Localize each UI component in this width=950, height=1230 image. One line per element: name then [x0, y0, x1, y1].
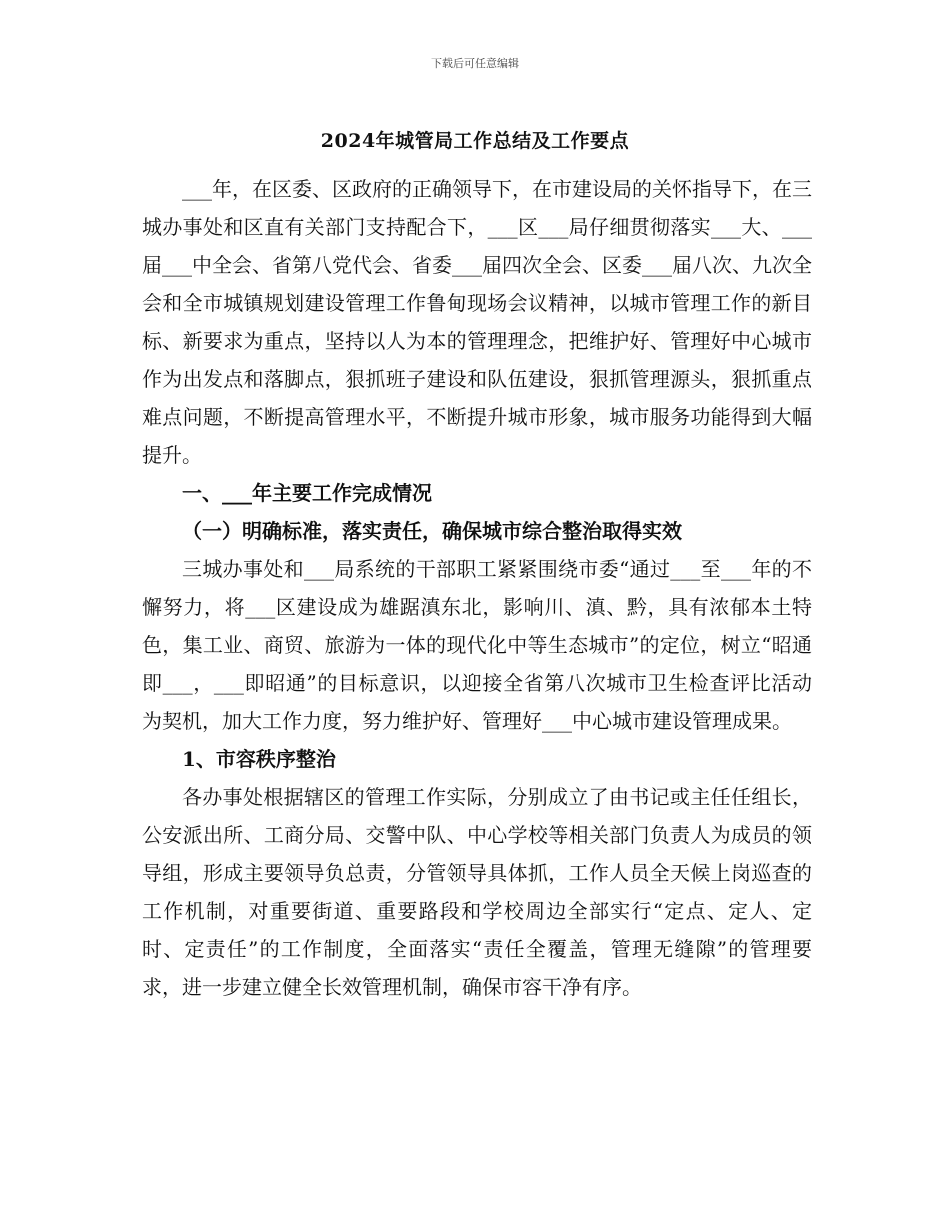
paragraph-intro: ___年，在区委、区政府的正确领导下，在市建设局的关怀指导下，在三城办事处和区直有关部门支持配合下，___区___局仔细贯彻落实___大、___届___中全会、省第八党代会、省委___届四次全会、区委___届八次、九次全会和全市城镇规划建设管理工作鲁甸现场会议精神，以城市管理工作的新目标、新要求为重点，坚持以人为本的管理理念，把维护好、管理好中心城市作为出发点和落脚点，狠抓班子建设和队伍建设，狠抓管理源头，狠抓重点难点问题，不断提高管理水平，不断提升城市形象，城市服务功能得到大幅提升。: [142, 177, 812, 467]
heading-item-1: 1、市容秩序整治: [182, 747, 336, 771]
paragraph-subsection-1: 三城办事处和___局系统的干部职工紧紧围绕市委“通过___至___年的不懈努力，将___区建设成为雄踞滇东北，影响川、滇、黔，具有浓郁本土特色，集工业、商贸、旅游为一体的现代化中等生态城市”的定位，树立“昭通即___，___即昭通”的目标意识，以迎接全省第八次城市卫生检查评比活动为契机，加大工作力度，努力维护好、管理好___中心城市建设管理成果。: [142, 557, 812, 733]
heading-subsection-1: （一）明确标准，落实责任，确保城市综合整治取得实效: [182, 519, 682, 543]
document-body: [142, 170, 812, 1006]
document-title: 2024年城管局工作总结及工作要点: [320, 130, 630, 152]
paragraph-item-1: 各办事处根据辖区的管理工作实际，分别成立了由书记或主任任组长，公安派出所、工商分局、交警中队、中心学校等相关部门负责人为成员的领导组，形成主要领导负总责，分管领导具体抓，工作人员全天候上岗巡查的工作机制，对重要街道、重要路段和学校周边全部实行“定点、定人、定时、定责任”的工作制度，全面落实“责任全覆盖，管理无缝隙”的管理要求，进一步建立健全长效管理机制，确保市容干净有序。: [142, 785, 812, 999]
header-note: 下载后可任意编辑: [431, 57, 519, 70]
heading-section-1: 一、___年主要工作完成情况: [182, 481, 432, 505]
